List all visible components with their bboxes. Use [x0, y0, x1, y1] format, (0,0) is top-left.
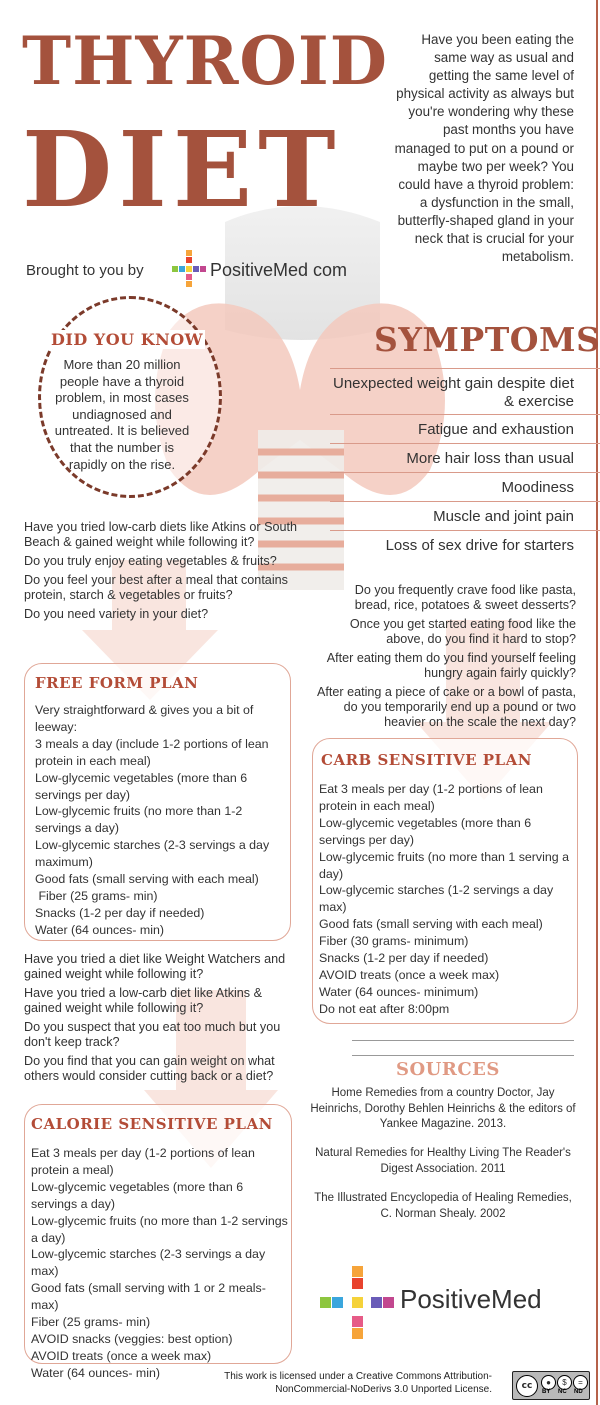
plan-item: Low-glycemic vegetables (more than 6 servings a day) — [31, 1179, 244, 1211]
license-text: This work is licensed under a Creative Commons Attribution-NonCommercial-NoDerivs 3.0 Unported License. — [224, 1371, 492, 1395]
plan-item: Low-glycemic starches (1-2 servings a day max) — [319, 883, 554, 915]
symptoms-title: SYMPTOMS — [374, 320, 600, 359]
symptom-list — [330, 368, 600, 559]
did-you-know-title: DID YOU KNOW — [51, 330, 204, 349]
question: Once you get started eating food like the above, do you find it hard to stop? — [349, 617, 576, 646]
plan-item: 3 meals a day (include 1-2 portions of lean protein in each meal) — [35, 736, 269, 768]
symptom-item: Unexpected weight gain despite diet & exercise — [330, 368, 600, 414]
question: Do you need variety in your diet? — [24, 607, 209, 621]
did-you-know-text: More than 20 million people have a thyroid problem, in most cases undiagnosed and untreated. It is believed that the number is rapidly on the rise. — [54, 357, 190, 472]
source-item: Home Remedies from a country Doctor, Jay Heinrichs, Dorothy Behlen Heinrichs & the editors of Yankee Magazine. 2013. — [310, 1087, 576, 1130]
carb-sensitive-plan-title: CARB SENSITIVE PLAN — [321, 751, 532, 769]
plan-item: Fiber (25 grams- min) — [35, 888, 158, 903]
plan-item: Fiber (25 grams- min) — [31, 1315, 151, 1330]
plan-item: Eat 3 meals per day (1-2 portions of lean protein a meal) — [31, 1146, 255, 1177]
sources-divider — [352, 1040, 574, 1056]
positivemed-cross-logo — [320, 1266, 394, 1340]
plan-item: Low-glycemic starches (2-3 servings a day maximum) — [35, 838, 270, 870]
question: After eating them do you find yourself feeling hungry again fairly quickly? — [326, 651, 576, 680]
creative-commons-icon[interactable] — [512, 1371, 590, 1400]
brand-name: PositiveMed com — [210, 260, 348, 280]
plan-item: Low-glycemic starches (2-3 servings a day max) — [31, 1247, 266, 1279]
free-form-plan-items — [35, 702, 287, 939]
by-label: BY — [542, 1389, 551, 1395]
positivemed-cross-logo — [170, 250, 206, 294]
plan-item: Snacks (1-2 per day if needed) — [319, 951, 489, 966]
free-form-questions — [24, 520, 304, 626]
plan-item: Water (64 ounces- min) — [31, 1365, 160, 1380]
page-title-line2: DIET — [22, 108, 342, 231]
question: Do you feel your best after a meal that contains protein, starch & vegetables or fruits? — [24, 573, 288, 602]
plan-item: Snacks (1-2 per day if needed) — [35, 905, 205, 920]
carb-sensitive-plan-box — [312, 738, 578, 1024]
plan-item: Low-glycemic vegetables (more than 6 servings per day) — [319, 815, 532, 847]
plan-item: Good fats (small serving with 1 or 2 meals-max) — [31, 1281, 266, 1313]
question: After eating a piece of cake or a bowl of pasta, do you temporarily end up a pound or two heavier on the scale the next day? — [316, 685, 576, 729]
question: Do you frequently crave food like pasta, bread, rice, potatoes & sweet desserts? — [354, 583, 576, 612]
brought-by-label: Brought to you by — [26, 262, 144, 279]
plan-item: Low-glycemic vegetables (more than 6 servings per day) — [35, 770, 248, 802]
symptom-item: More hair loss than usual — [330, 443, 600, 472]
question: Do you truly enjoy eating vegetables & fruits? — [24, 554, 277, 568]
plan-item: Low-glycemic fruits (no more than 1 serving a day) — [319, 849, 569, 881]
plan-item: AVOID snacks (veggies: best option) — [31, 1331, 233, 1346]
source-item: Natural Remedies for Healthy Living The Reader's Digest Association. 2011 — [315, 1147, 571, 1175]
plan-item: Very straightforward & gives you a bit of leeway: — [35, 703, 254, 734]
carb-questions — [316, 583, 576, 734]
symptom-item: Moodiness — [330, 472, 600, 501]
by-icon: ● — [541, 1375, 556, 1390]
plan-item: AVOID treats (once a week max) — [31, 1348, 212, 1363]
calorie-questions — [24, 952, 294, 1088]
plan-item: Good fats (small serving with each meal) — [35, 872, 259, 887]
symptom-item: Loss of sex drive for starters — [330, 530, 600, 559]
carb-sensitive-plan-items — [319, 781, 573, 1018]
nd-icon: = — [573, 1375, 588, 1390]
right-border — [596, 0, 598, 1405]
symptom-item: Muscle and joint pain — [330, 501, 600, 530]
question: Have you tried a diet like Weight Watchers and gained weight while following it? — [24, 952, 286, 981]
source-item: The Illustrated Encyclopedia of Healing Remedies, C. Norman Shealy. 2002 — [314, 1192, 572, 1220]
calorie-sensitive-plan-box — [24, 1104, 292, 1380]
question: Do you find that you can gain weight on what others would consider cutting back or a diet? — [24, 1054, 275, 1083]
question: Do you suspect that you eat too much but you don't keep track? — [24, 1020, 281, 1049]
plan-item: Fiber (30 grams- minimum) — [319, 934, 469, 949]
nd-label: ND — [574, 1389, 583, 1395]
plan-item: Low-glycemic fruits (no more than 1-2 servings a day) — [35, 804, 243, 836]
cc-label: cc — [516, 1375, 538, 1397]
plan-item: Water (64 ounces- minimum) — [319, 984, 479, 999]
plan-item: Eat 3 meals per day (1-2 portions of lean protein in each meal) — [319, 782, 543, 813]
plan-item: Low-glycemic fruits (no more than 1-2 servings a day) — [31, 1213, 288, 1245]
free-form-plan-title: FREE FORM PLAN — [35, 674, 199, 692]
free-form-plan-box — [24, 663, 291, 941]
page-title-line1: THYROID — [22, 22, 389, 100]
plan-item: Water (64 ounces- min) — [35, 922, 164, 937]
calorie-sensitive-plan-items — [31, 1145, 289, 1382]
nc-icon: $ — [557, 1375, 572, 1390]
symptom-item: Fatigue and exhaustion — [330, 414, 600, 443]
sources-title: SOURCES — [396, 1059, 500, 1080]
footer-brand: PositiveMed — [400, 1284, 542, 1314]
question: Have you tried a low-carb diet like Atkins & gained weight while following it? — [24, 986, 262, 1015]
question: Have you tried low-carb diets like Atkins or South Beach & gained weight while following it? — [24, 520, 297, 549]
nc-label: NC — [558, 1389, 567, 1395]
intro-paragraph: Have you been eating the same way as usual and getting the same level of physical activity as always but you're wondering why these past months you have managed to put on a pound or maybe two per week? You could have a thyroid problem: a dysfunction in the small, butterfly-shaped gland in your neck that is crucial for your metabolism. — [394, 32, 574, 265]
calorie-sensitive-plan-title: CALORIE SENSITIVE PLAN — [31, 1115, 273, 1133]
plan-item: AVOID treats (once a week max) — [319, 967, 500, 982]
plan-item: Good fats (small serving with each meal) — [319, 917, 543, 932]
plan-item: Do not eat after 8:00pm — [319, 1001, 450, 1016]
